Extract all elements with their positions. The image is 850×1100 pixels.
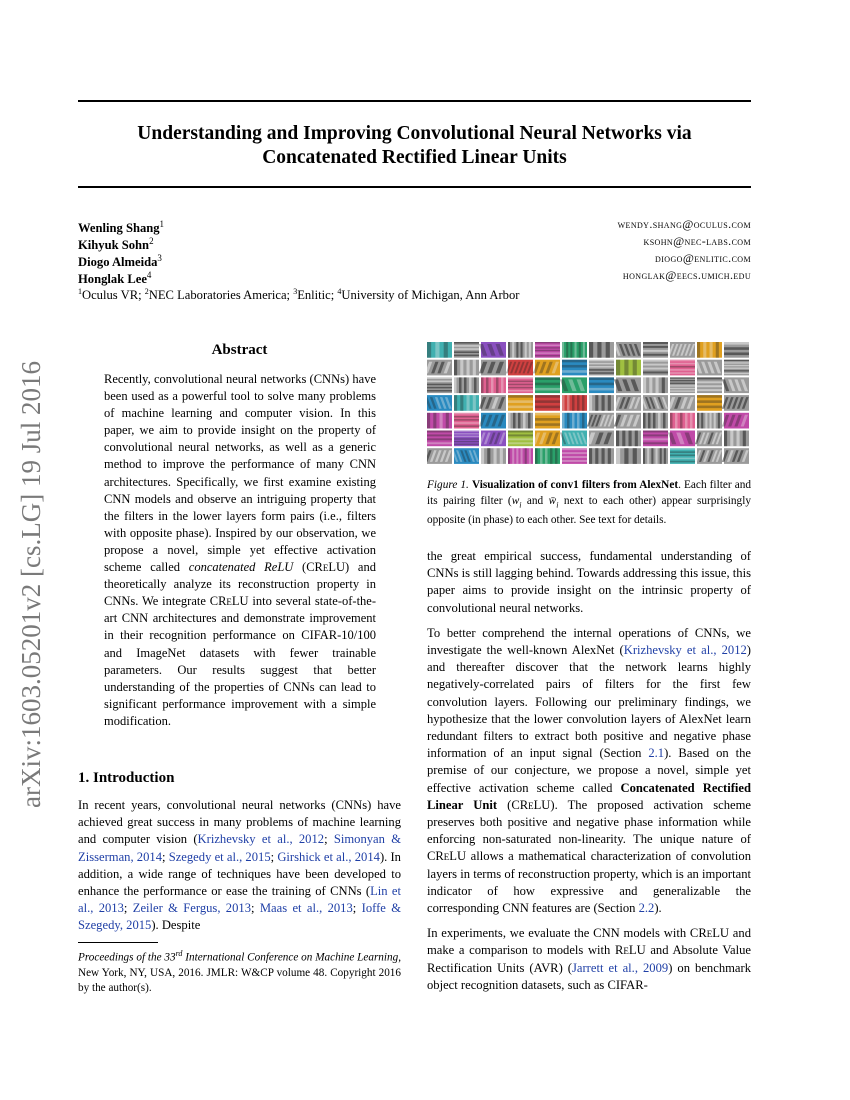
filter-tile xyxy=(508,448,533,464)
filter-tile xyxy=(427,395,452,411)
filter-tile xyxy=(589,395,614,411)
author-row xyxy=(78,267,751,287)
filter-tile xyxy=(641,395,668,411)
citation-link[interactable]: Krizhevsky et al., 2012 xyxy=(197,832,325,847)
filter-tile xyxy=(454,360,479,376)
filter-tile xyxy=(614,342,641,358)
filter-tile xyxy=(587,431,614,447)
filter-tile xyxy=(589,377,614,393)
author-list xyxy=(78,216,751,287)
filter-tile xyxy=(427,377,452,393)
filter-tile xyxy=(616,448,641,464)
filter-tile xyxy=(643,448,668,464)
filter-tile xyxy=(508,395,533,411)
author-email: ksohn@nec-labs.com xyxy=(643,234,751,248)
abstract-body: Recently, convolutional neural networks (CNNs) have been used as a powerful tool to solve many problems of machine learning and computer vision. In this paper, we aim to provide insight on the property of convolutional neural networks, as well as a generic method to improve the performance of many CNN architectures. Specifically, we first examine existing CNN models and observe an intriguing property that the filters in the lower layers form pairs (i.e., filters with opposite phase). Inspired by our observation, we propose a novel, simple yet effective activation scheme called concatenated ReLU (CReLU) and theoretically analyze its reconstruction property in CNNs. We integrate CReLU into several state-of-the-art CNN architectures and demonstrate improvement in their recognition performance on CIFAR-10/100 and ImageNet datasets with fewer trainable parameters. Our results suggest that better understanding of the properties of CNNs can lead to significant performance improvement with a simple modification. xyxy=(104,372,376,728)
filter-tile xyxy=(535,342,560,358)
author-name: Diogo Almeida$^3$ xyxy=(78,253,162,270)
filter-tile xyxy=(614,395,641,411)
filter-tile xyxy=(722,413,749,429)
section-heading-introduction: 1. Introduction xyxy=(78,770,175,786)
section-link[interactable]: 2.1 xyxy=(648,746,665,761)
author-email: wendy.shang@oculus.com xyxy=(617,217,751,231)
filter-tile xyxy=(668,342,695,358)
filter-tile xyxy=(695,360,722,376)
right-column-text xyxy=(427,548,751,1002)
filter-tile xyxy=(614,377,641,393)
citation-link[interactable]: Szegedy et al., 2015 xyxy=(168,849,271,864)
filter-tile xyxy=(454,377,479,393)
filter-tile xyxy=(508,377,533,393)
filter-tile xyxy=(562,342,587,358)
filter-grid-image xyxy=(427,342,751,466)
title-line-2: Concatenated Rectified Linear Units xyxy=(262,147,567,168)
filter-tile xyxy=(697,377,722,393)
filter-tile xyxy=(643,431,668,447)
author-name: Kihyuk Sohn$^2$ xyxy=(78,236,154,253)
filter-tile xyxy=(479,413,506,429)
filter-tile xyxy=(560,431,587,447)
filter-tile xyxy=(562,448,587,464)
filter-tile xyxy=(722,395,749,411)
author-row xyxy=(78,233,751,253)
filter-tile xyxy=(506,360,533,376)
citation-link[interactable]: Zeiler & Fergus, 2013 xyxy=(132,901,251,916)
footnote: Proceedings of the 33rd International Conference on Machine Learning, New York, NY, USA, 2016. JMLR: W&CP volume 48. Copyright 2016 by the author(s). xyxy=(78,949,401,994)
affiliations: $^1$Oculus VR; $^2$NEC Laboratories America; $^3$Enlitic; $^4$University of Michigan, Ann Arbor xyxy=(78,287,520,303)
introduction-text: In recent years, convolutional neural networks (CNNs) have achieved great success in many problems of machine learning and computer vision (Krizhevsky et al., 2012; Simonyan & Zisserman, 2014; Szegedy et al., 2015; Girshick et al., 2014). In addition, a wide range of techniques have been developed to enhance the performance or ease the training of CNNs (Lin et al., 2013; Zeiler & Fergus, 2013; Maas et al., 2013; Ioffe & Szegedy, 2015). Despite xyxy=(78,798,402,933)
filter-tile xyxy=(697,342,722,358)
section-link[interactable]: 2.2 xyxy=(638,901,655,916)
author-email: diogo@enlitic.com xyxy=(655,251,751,265)
filter-tile xyxy=(481,448,506,464)
filter-tile xyxy=(643,342,668,358)
filter-tile xyxy=(427,360,452,376)
filter-tile xyxy=(616,360,641,376)
abstract-heading: Abstract xyxy=(211,342,268,358)
filter-tile xyxy=(560,377,587,393)
filter-tile xyxy=(589,342,614,358)
author-email: honglak@eecs.umich.edu xyxy=(622,268,751,282)
filter-tile xyxy=(587,413,614,429)
filter-tile xyxy=(670,413,695,429)
author-row xyxy=(78,250,751,270)
filter-tile xyxy=(562,360,587,376)
filter-tile xyxy=(454,431,479,447)
author-name: Honglak Lee$^4$ xyxy=(78,270,152,287)
citation-link[interactable]: Jarrett et al., 2009 xyxy=(571,960,669,975)
filter-tile xyxy=(668,395,695,411)
citation-link[interactable]: Ioffe & Szegedy, 2015 xyxy=(78,901,401,933)
filter-tile xyxy=(481,377,506,393)
filter-tile xyxy=(427,448,452,464)
filter-tile xyxy=(670,360,695,376)
title-bottom-rule xyxy=(78,186,751,188)
filter-tile xyxy=(562,413,587,429)
filter-tile xyxy=(533,360,560,376)
citation-link[interactable]: Lin et al., 2013 xyxy=(78,884,401,916)
filter-tile xyxy=(479,395,506,411)
filter-tile xyxy=(724,342,749,358)
citation-link[interactable]: Maas et al., 2013 xyxy=(259,901,353,916)
filter-tile xyxy=(452,448,479,464)
filter-tile xyxy=(427,342,452,358)
filter-tile xyxy=(724,360,749,376)
author-name: Wenling Shang$^1$ xyxy=(78,219,165,236)
filter-tile xyxy=(562,395,587,411)
filter-tile xyxy=(670,448,695,464)
filter-tile xyxy=(695,431,722,447)
filter-tile xyxy=(454,413,479,429)
filter-tile xyxy=(697,413,722,429)
filter-tile xyxy=(670,377,695,393)
title-line-1: Understanding and Improving Convolutional Neural Networks via xyxy=(137,123,692,144)
arxiv-stamp-text: arXiv:1603.05201v2 [cs.LG] 19 Jul 2016 xyxy=(16,361,46,808)
paragraph: the great empirical success, fundamental understanding of CNNs is still lagging behind. Towards addressing this issue, this paper aims to provide insight on the intrinsic property of convolutional neural networks. xyxy=(427,549,751,615)
figure-1-filter-grid xyxy=(427,342,751,466)
citation-link[interactable]: Simonyan & Zisserman, 2014 xyxy=(78,832,402,864)
filter-tile xyxy=(668,431,695,447)
filter-tile xyxy=(508,431,533,447)
filter-tile xyxy=(535,448,560,464)
filter-tile xyxy=(454,395,479,411)
filter-tile xyxy=(589,448,614,464)
author-row xyxy=(78,216,751,236)
filter-tile xyxy=(643,360,668,376)
paragraph: In experiments, we evaluate the CNN models with CReLU and make a comparison to models with ReLU and Absolute Value Rectification Units (AVR) (Jarrett et al., 2009) on benchmark object recognition datasets, such as CIFAR- xyxy=(427,926,751,992)
filter-tile xyxy=(589,360,614,376)
filter-tile xyxy=(535,377,560,393)
filter-tile xyxy=(614,413,641,429)
filter-tile xyxy=(643,377,668,393)
citation-link[interactable]: Girshick et al., 2014 xyxy=(277,849,380,864)
filter-tile xyxy=(616,431,641,447)
filter-tile xyxy=(697,395,722,411)
paragraph: To better comprehend the internal operations of CNNs, we investigate the well-known AlexNet (Krizhevsky et al., 2012) and thereafter discover that the network learns highly negatively-correlated pairs of filters for the first few convolution layers. Following our preliminary findings, we hypothesize that the lower convolution layers of AlexNet learn redundant filters to extract both positive and negative phase information of an input signal (Section 2.1). Based on the premise of our conjecture, we propose a novel, simple yet effective activation scheme called Concatenated Rectified Linear Unit (CReLU). The proposed activation scheme preserves both positive and negative phase information while enforcing non-saturated non-linearity. The unique nature of CReLU allows a mathematical characterization of convolution layers in terms of reconstruction property, which is an important indicator of how expressive and generalizable the corresponding CNN features are (Section 2.2). xyxy=(427,625,752,916)
filter-tile xyxy=(533,431,560,447)
filter-tile xyxy=(643,413,668,429)
filter-tile xyxy=(722,448,749,464)
filter-tile xyxy=(427,431,452,447)
filter-tile xyxy=(695,448,722,464)
citation-link[interactable]: Krizhevsky et al., 2012 xyxy=(623,643,747,658)
filter-tile xyxy=(427,413,452,429)
title-top-rule xyxy=(78,100,751,102)
filter-tile xyxy=(479,431,506,447)
filter-tile xyxy=(479,360,506,376)
filter-tile xyxy=(508,342,533,358)
filter-tile xyxy=(454,342,479,358)
filter-tile xyxy=(508,413,533,429)
filter-tile xyxy=(722,377,749,393)
paper-title xyxy=(78,122,751,170)
filter-tile xyxy=(535,395,560,411)
filter-tile xyxy=(479,342,506,358)
footnote-rule xyxy=(78,942,158,943)
filter-tile xyxy=(724,431,749,447)
figure-1-caption: Figure 1. Visualization of conv1 filters from AlexNet. Each filter and its pairing filter ($w_i$ and $w̄_i$ next to each other) appear surprisingly opposite (in phase) to each other. See text for details. xyxy=(427,479,752,526)
filter-tile xyxy=(535,413,560,429)
